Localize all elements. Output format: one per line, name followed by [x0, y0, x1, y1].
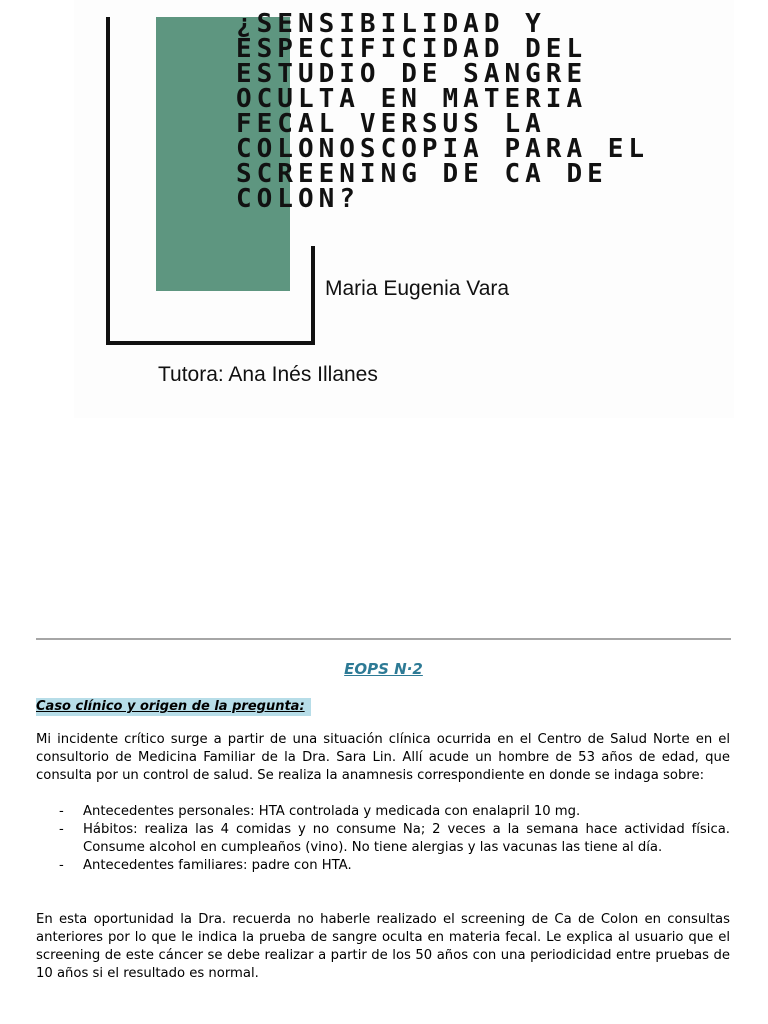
list-item-text: Antecedentes personales: HTA controlada y medicada con enalapril 10 mg. [83, 804, 581, 819]
cover-title: ¿SENSIBILIDAD Y ESPECIFICIDAD DEL ESTUDIO DE SANGRE OCULTA EN MATERIA FECAL VERSUS LA COLONOSCOPIA PARA EL SCREENING DE CA DE COLON? [236, 9, 650, 214]
cover-frame-bottom-line [106, 341, 315, 345]
section-divider [36, 638, 731, 640]
paragraph-incident: Mi incidente crítico surge a partir de una situación clínica ocurrida en el Centro de Salud Norte en el consultorio de Medicina Familiar de la Dra. Sara Lin. Allí acude un hombre de 53 años de edad, que consulta por un control de salud. Se realiza la anamnesis correspondiente en donde se indaga sobre: [36, 732, 730, 783]
paragraph-screening: En esta oportunidad la Dra. recuerda no haberle realizado el screening de Ca de Colon en consultas anteriores por lo que le indica la prueba de sangre oculta en materia fecal. Le explica al usuario que el screening de este cáncer se debe realizar a partir de los 50 años con una periodicidad entre pruebas de 10 años si el resultado es normal. [36, 912, 730, 981]
eops-title: EOPS N·2 [344, 660, 423, 678]
list-item [36, 803, 730, 821]
cover-tutor: Tutora: Ana Inés Illanes [158, 363, 378, 386]
list-marker: - [59, 858, 64, 873]
section-heading: Caso clínico y origen de la pregunta: [36, 698, 311, 716]
cover-frame-left-line [106, 17, 110, 345]
list-item-text: Hábitos: realiza las 4 comidas y no consume Na; 2 veces a la semana hace actividad física. Consume alcohol en cumpleaños (vino). No tiene alergias y las vacunas las tiene al día. [83, 822, 730, 855]
list-marker: - [59, 822, 64, 837]
list-item [36, 821, 730, 857]
cover-author: Maria Eugenia Vara [325, 277, 510, 300]
list-item [36, 857, 730, 875]
history-list [36, 803, 730, 875]
cover-page [0, 0, 768, 420]
list-marker: - [59, 804, 64, 819]
list-item-text: Antecedentes familiares: padre con HTA. [83, 858, 352, 873]
cover-frame-right-line [311, 246, 315, 345]
